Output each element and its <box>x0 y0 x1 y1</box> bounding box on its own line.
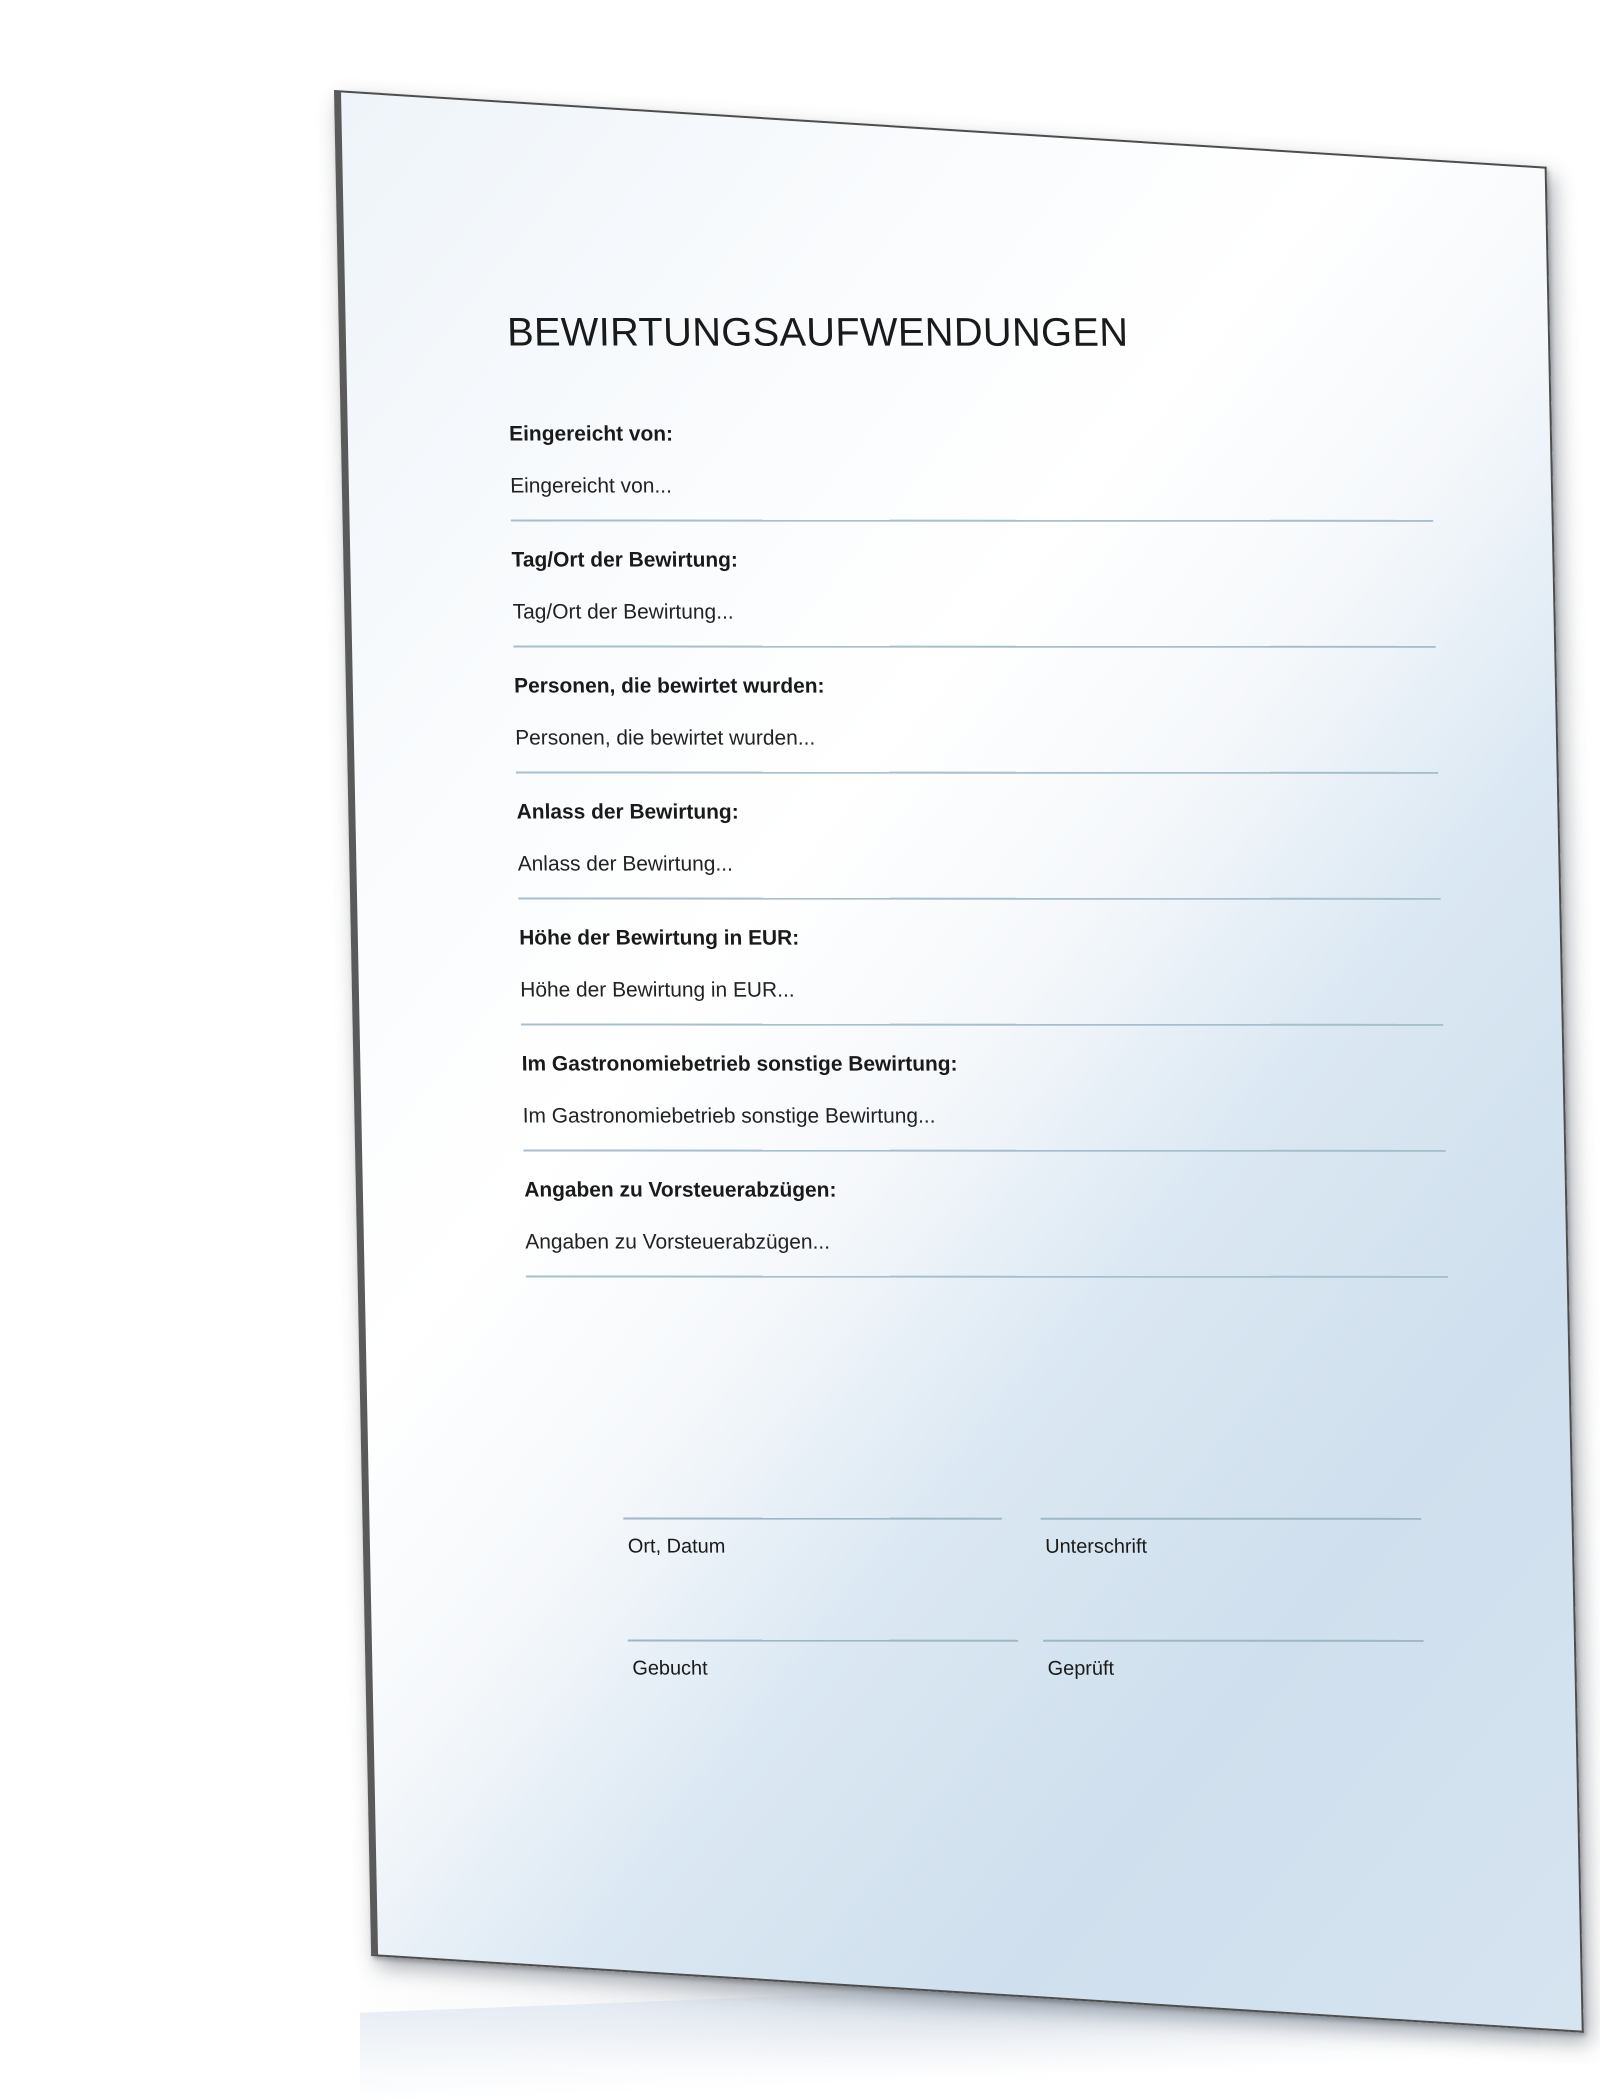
document-title: BEWIRTUNGSAUFWENDUNGEN <box>506 310 1129 355</box>
signature-line <box>1043 1640 1423 1642</box>
signature-label: Gebucht <box>632 1657 708 1680</box>
field-label: Angaben zu Vorsteuerabzügen: <box>523 1178 837 1202</box>
field-label: Personen, die bewirtet wurden: <box>513 674 825 698</box>
signature-checked <box>1043 1640 1425 1700</box>
signature-line <box>628 1640 1018 1642</box>
field-label: Höhe der Bewirtung in EUR: <box>518 926 800 950</box>
field-underline <box>516 772 1438 774</box>
signature-sign <box>1041 1518 1423 1578</box>
signature-label: Geprüft <box>1047 1657 1115 1680</box>
document-content <box>341 92 1589 1958</box>
field-value: Personen, die bewirtet wurden... <box>514 726 816 750</box>
field-label: Anlass der Bewirtung: <box>516 800 739 824</box>
field-underline <box>518 898 1440 900</box>
field-label: Eingereicht von: <box>508 422 674 446</box>
field-value: Tag/Ort der Bewirtung... <box>512 600 734 624</box>
field-amount <box>519 927 1448 1047</box>
field-underline <box>511 520 1433 522</box>
field-label: Im Gastronomiebetrieb sonstige Bewirtung: <box>521 1052 958 1076</box>
field-date-place <box>511 549 1440 669</box>
field-value: Anlass der Bewirtung... <box>517 852 734 876</box>
document-sheet <box>334 90 1584 2033</box>
field-value: Angaben zu Vorsteuerabzügen... <box>525 1230 831 1254</box>
signature-label: Unterschrift <box>1044 1535 1148 1558</box>
signature-booked <box>628 1640 1020 1700</box>
field-value: Eingereicht von... <box>509 474 673 498</box>
field-label: Tag/Ort der Bewirtung: <box>511 548 739 572</box>
field-gastronomy <box>521 1053 1450 1173</box>
field-input-tax <box>524 1179 1453 1299</box>
field-underline <box>513 646 1435 648</box>
field-persons <box>514 675 1443 795</box>
field-value: Im Gastronomiebetrieb sonstige Bewirtung... <box>522 1104 936 1128</box>
document-sheet-wrapper <box>334 90 1600 2100</box>
field-value: Höhe der Bewirtung in EUR... <box>519 978 795 1002</box>
signature-line <box>623 1518 1002 1520</box>
field-underline <box>521 1024 1443 1026</box>
signature-place-date <box>623 1518 1003 1578</box>
field-occasion <box>516 801 1445 921</box>
signature-label: Ort, Datum <box>627 1535 726 1558</box>
field-underline <box>526 1276 1448 1278</box>
signature-line <box>1041 1518 1421 1520</box>
field-submitted-by <box>509 423 1438 543</box>
field-underline <box>523 1150 1445 1152</box>
